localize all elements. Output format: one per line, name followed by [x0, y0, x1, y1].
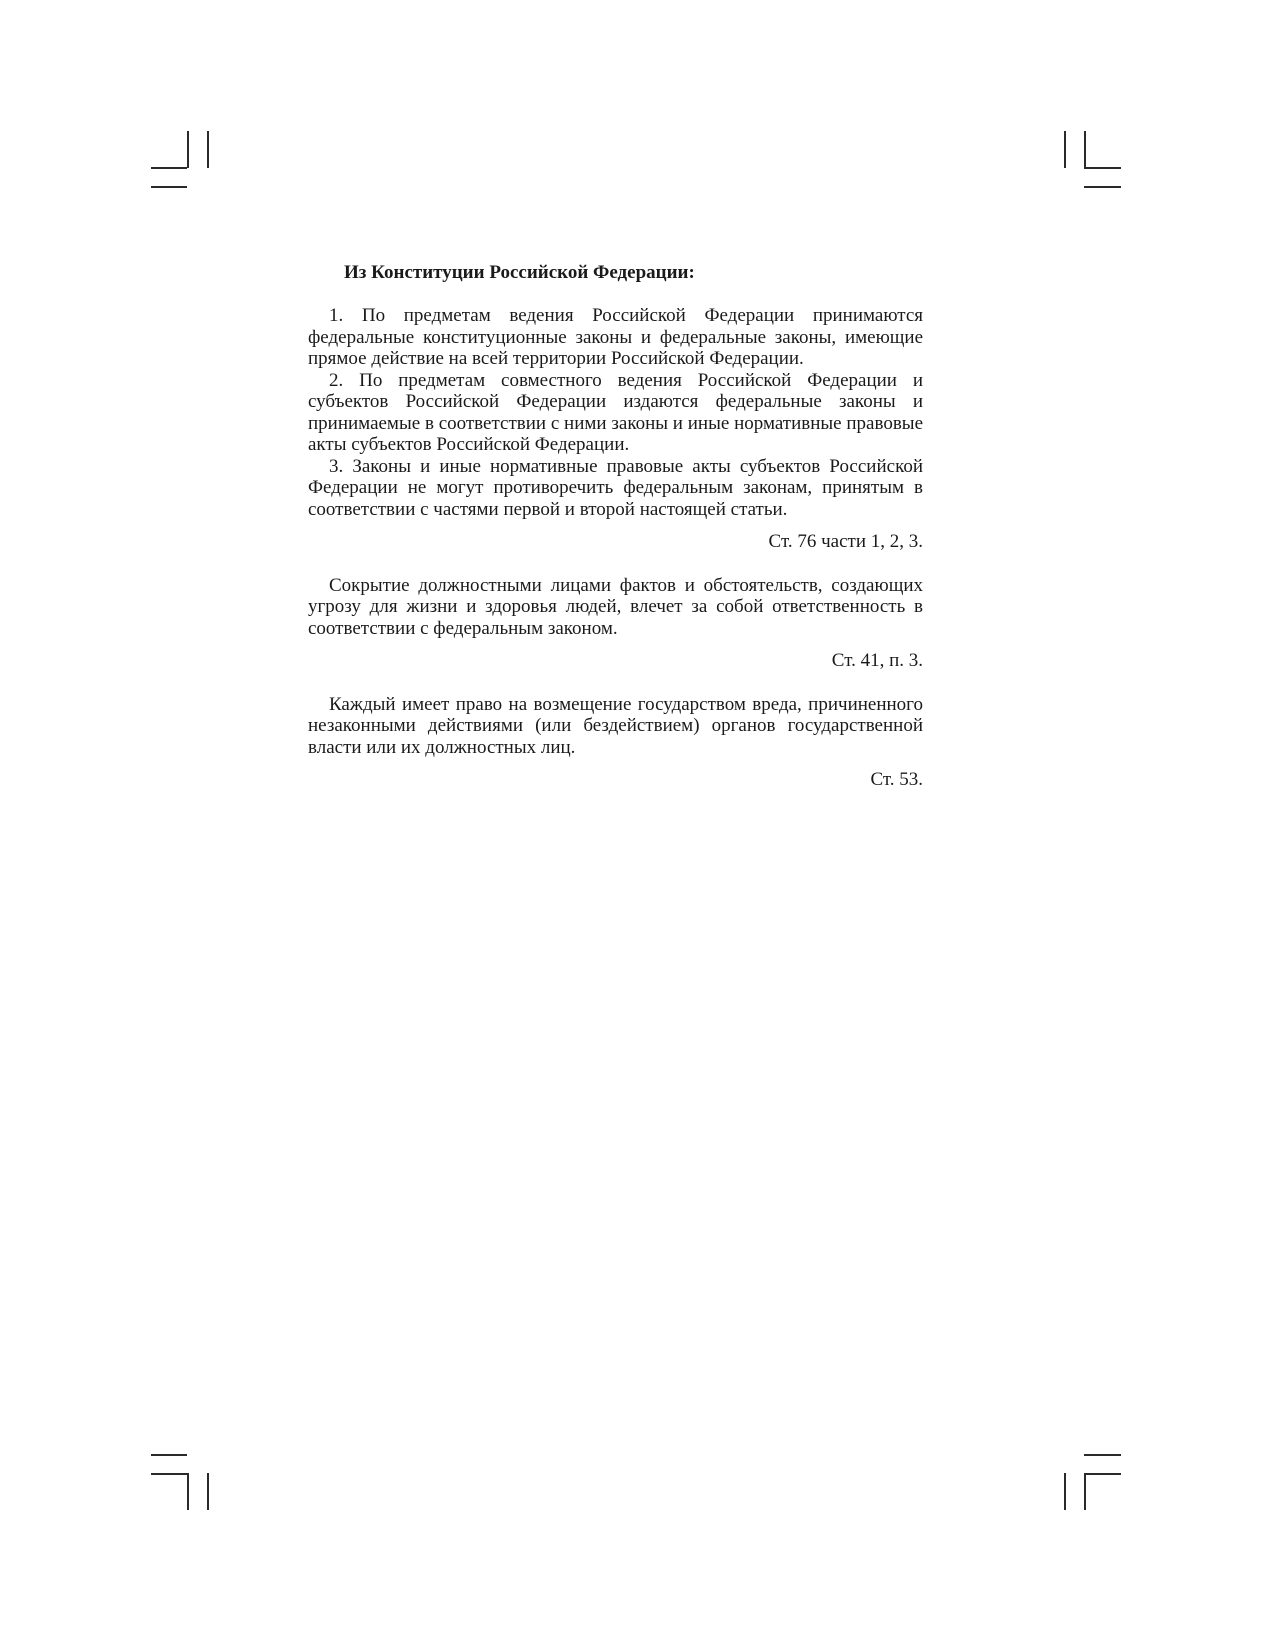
article-76-part-2: 2. По предметам совместного ведения Российской Федерации и субъектов Российской Федерации издаются федеральные законы и принимаемые в соответствии с ними законы и иные нормативные правовые акты субъектов Российской Федерации. [308, 369, 923, 455]
crop-mark-bottom-right-h1 [1084, 1454, 1121, 1456]
page-content [308, 262, 923, 791]
article-76-part-1: 1. По предметам ведения Российской Федерации принимаются федеральные конституционные законы и федеральные законы, имеющие прямое действие на всей территории Российской Федерации. [308, 305, 923, 369]
crop-mark-top-left-v2 [207, 131, 209, 168]
crop-mark-top-right-v2 [1084, 131, 1086, 168]
article-76-reference: Ст. 76 части 1, 2, 3. [768, 531, 923, 552]
article-76-part-3: 3. Законы и иные нормативные правовые акты субъектов Российской Федерации не могут противоречить федеральным законам, принятым в соответствии с частями первой и второй настоящей статьи. [308, 455, 923, 520]
crop-mark-bottom-left-v2 [207, 1473, 209, 1510]
article-41-reference: Ст. 41, п. 3. [831, 650, 923, 671]
crop-mark-top-left-h2 [151, 186, 187, 188]
crop-mark-bottom-right-v2 [1084, 1473, 1086, 1510]
section-heading: Из Конституции Российской Федерации: [344, 262, 695, 283]
crop-mark-bottom-left-h1 [151, 1454, 187, 1456]
crop-mark-bottom-left-h2 [151, 1473, 187, 1475]
article-41-text: Сокрытие должностными лицами фактов и обстоятельств, создающих угрозу для жизни и здоровья людей, влечет за собой ответственность в соответствии с федеральным законом. [308, 574, 923, 639]
crop-mark-top-right-h1 [1084, 167, 1121, 169]
crop-mark-top-left-h1 [151, 167, 187, 169]
crop-mark-top-right-h2 [1084, 186, 1121, 188]
crop-mark-top-right-v1 [1064, 131, 1066, 168]
crop-mark-bottom-right-v1 [1064, 1473, 1066, 1510]
article-53-reference: Ст. 53. [870, 769, 923, 790]
crop-mark-bottom-right-h2 [1084, 1473, 1121, 1475]
article-53-text: Каждый имеет право на возмещение государством вреда, причиненного незаконными действиями (или бездействием) органов государственной власти или их должностных лиц. [308, 693, 923, 758]
crop-mark-top-left-v1 [187, 131, 189, 168]
crop-mark-bottom-left-v1 [187, 1473, 189, 1510]
